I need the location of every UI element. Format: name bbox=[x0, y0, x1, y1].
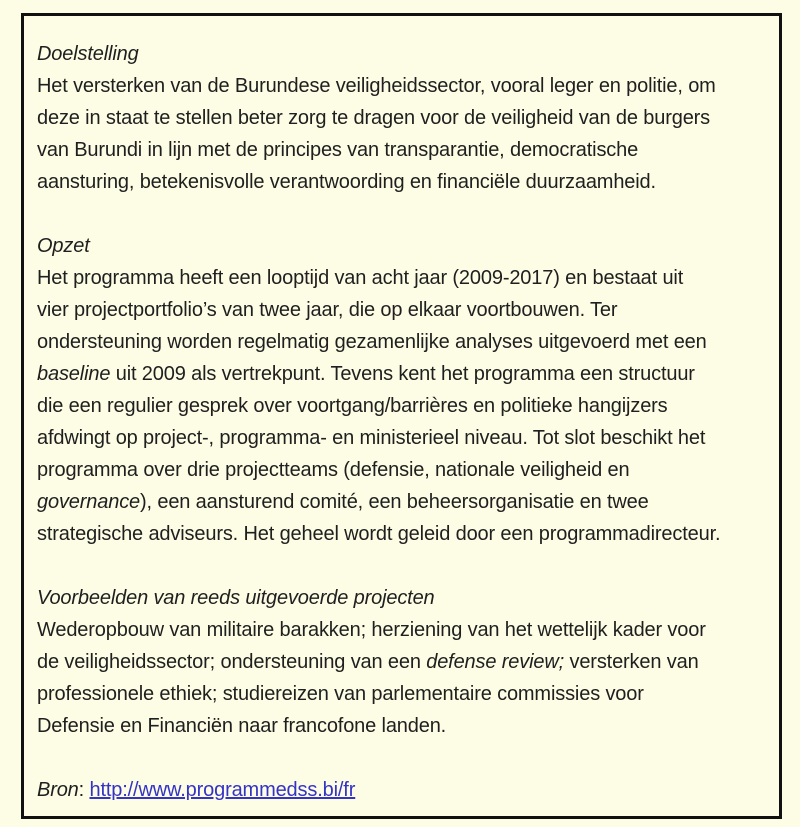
text-run: die een regulier gesprek over voortgang/barrières en politieke hangijzers bbox=[37, 395, 668, 417]
source-separator: : bbox=[78, 779, 90, 801]
text-line bbox=[37, 486, 767, 518]
text-run: programma over drie projectteams (defensie, nationale veiligheid en bbox=[37, 459, 630, 481]
text-run: ondersteuning worden regelmatig gezamenlijke analyses uitgevoerd met een bbox=[37, 331, 707, 353]
source-link[interactable]: http://www.programmedss.bi/fr bbox=[89, 779, 356, 801]
text-run: vier projectportfolio’s van twee jaar, die op elkaar voortbouwen. Ter bbox=[37, 299, 618, 321]
italic-text-run: governance bbox=[37, 491, 141, 513]
italic-text-run: defense review; bbox=[426, 651, 565, 673]
section-heading-voorbeelden: Voorbeelden van reeds uitgevoerde projecten bbox=[37, 587, 435, 609]
text-line bbox=[37, 326, 767, 358]
text-run: Het versterken van de Burundese veiligheidssector, vooral leger en politie, om bbox=[37, 75, 716, 97]
text-run: Het programma heeft een looptijd van acht jaar (2009-2017) en bestaat uit bbox=[37, 267, 684, 289]
section-heading-opzet: Opzet bbox=[37, 235, 90, 257]
text-line bbox=[37, 646, 767, 678]
text-line bbox=[37, 614, 767, 646]
text-run: aansturing, betekenisvolle verantwoording en financiële duurzaamheid. bbox=[37, 171, 656, 193]
section-body-opzet bbox=[37, 262, 767, 550]
section-body-voorbeelden bbox=[37, 614, 767, 742]
text-line bbox=[37, 422, 767, 454]
text-line bbox=[37, 102, 767, 134]
text-line bbox=[37, 678, 767, 710]
text-run: afdwingt op project-, programma- en ministerieel niveau. Tot slot beschikt het bbox=[37, 427, 706, 449]
text-line bbox=[37, 134, 767, 166]
text-line bbox=[37, 358, 767, 390]
text-run: de veiligheidssector; ondersteuning van een bbox=[37, 651, 427, 673]
text-line bbox=[37, 518, 767, 550]
text-run: professionele ethiek; studiereizen van parlementaire commissies voor bbox=[37, 683, 644, 705]
info-box bbox=[21, 13, 782, 819]
source-label: Bron bbox=[37, 779, 79, 801]
text-run: strategische adviseurs. Het geheel wordt geleid door een programmadirecteur. bbox=[37, 523, 721, 545]
section-doelstelling bbox=[37, 38, 767, 198]
text-run: Wederopbouw van militaire barakken; herziening van het wettelijk kader voor bbox=[37, 619, 706, 641]
text-line bbox=[37, 454, 767, 486]
text-run: versterken van bbox=[564, 651, 699, 673]
section-body-doelstelling bbox=[37, 70, 767, 198]
text-run: deze in staat te stellen beter zorg te dragen voor de veiligheid van de burgers bbox=[37, 107, 711, 129]
italic-text-run: baseline bbox=[37, 363, 111, 385]
section-heading-doelstelling: Doelstelling bbox=[37, 43, 139, 65]
source-line bbox=[37, 774, 767, 806]
text-line bbox=[37, 294, 767, 326]
text-line bbox=[37, 262, 767, 294]
section-opzet bbox=[37, 230, 767, 550]
text-run: ), een aansturend comité, een beheersorganisatie en twee bbox=[140, 491, 649, 513]
section-voorbeelden bbox=[37, 582, 767, 742]
text-run: Defensie en Financiën naar francofone landen. bbox=[37, 715, 447, 737]
text-run: uit 2009 als vertrekpunt. Tevens kent het programma een structuur bbox=[110, 363, 695, 385]
text-line bbox=[37, 390, 767, 422]
text-line bbox=[37, 166, 767, 198]
text-run: van Burundi in lijn met de principes van transparantie, democratische bbox=[37, 139, 639, 161]
text-line bbox=[37, 710, 767, 742]
text-line bbox=[37, 70, 767, 102]
